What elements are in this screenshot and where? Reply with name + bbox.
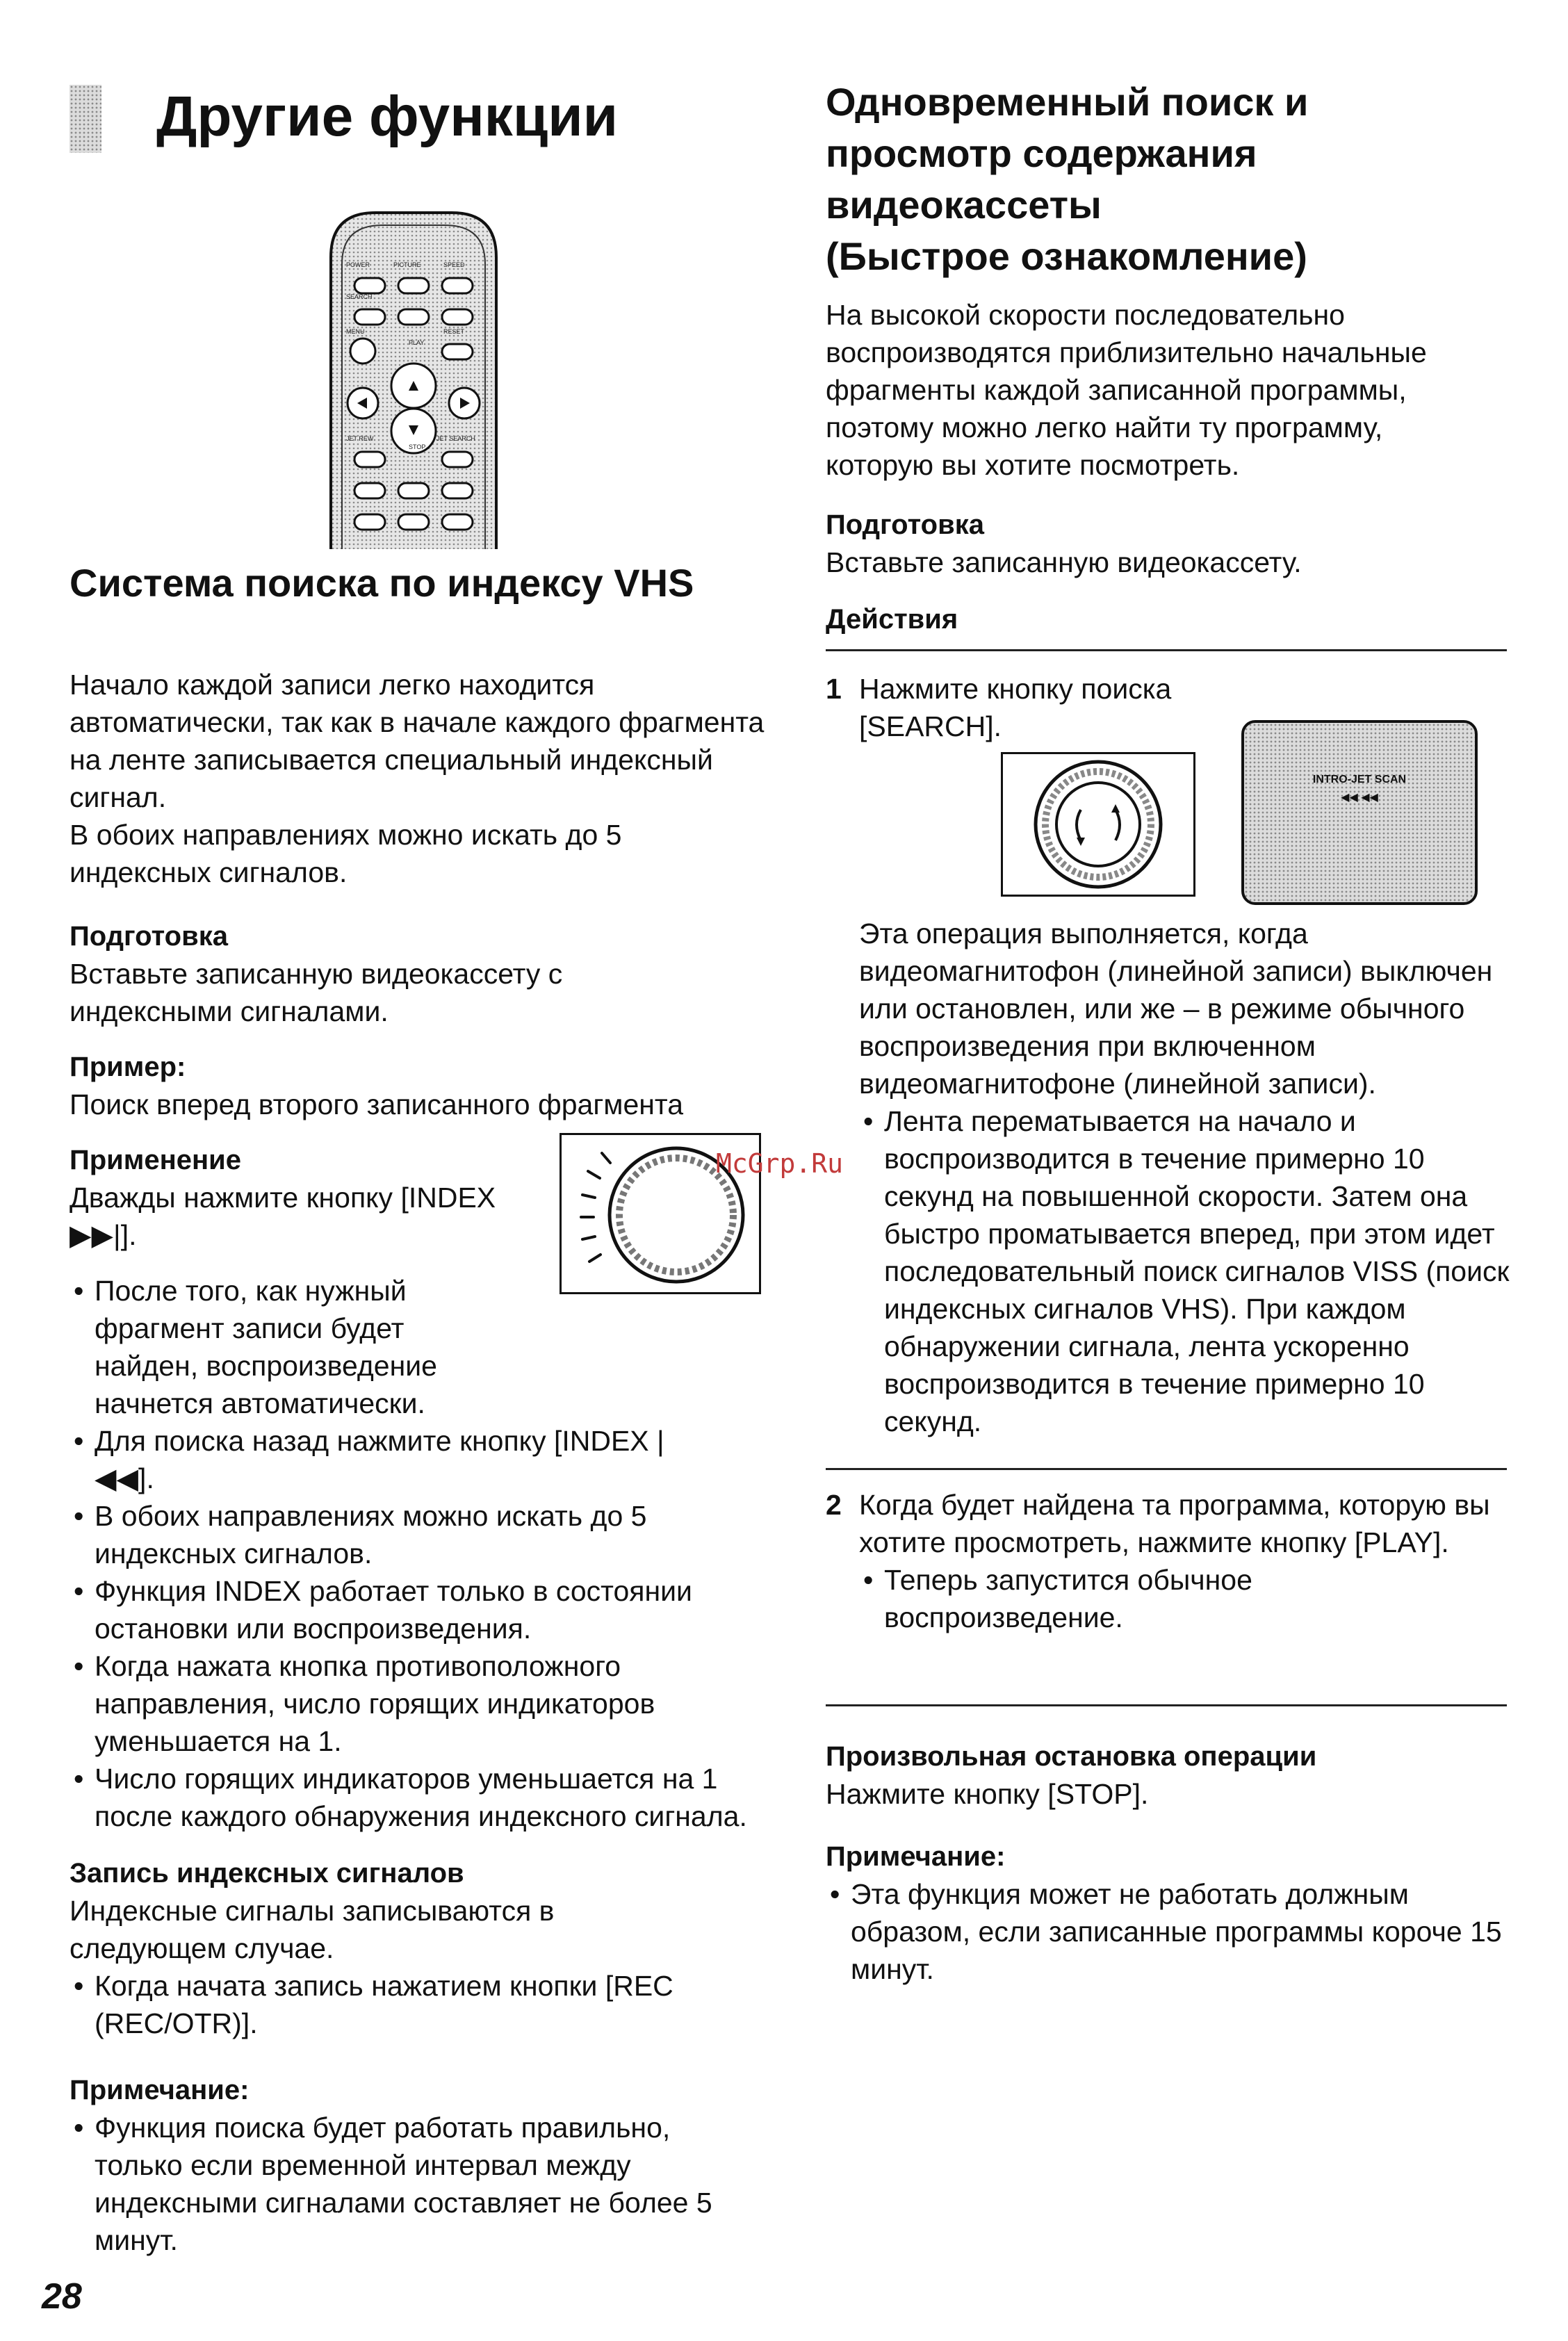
remote-label: JET SEARCH (436, 435, 475, 442)
left-prep-title: Подготовка (70, 921, 228, 952)
right-stop-text: Нажмите кнопку [STOP]. (826, 1778, 1149, 1810)
list-item: • Теперь запустится обычное воспроизведение. (859, 1561, 1329, 1636)
list-item: • Когда начата запись нажатием кнопки [REC (REC/OTR)]. (70, 1967, 765, 2042)
list-item: • Функция INDEX работает только в состоянии остановки или воспроизведения. (70, 1572, 765, 1647)
list-item: • Когда нажата кнопка противоположного направления, число горящих индикаторов уменьшается на 1. (70, 1647, 762, 1760)
right-heading-line-2: просмотр содержания (826, 131, 1257, 175)
right-note-list (826, 1875, 1521, 1988)
remote-label: POWER (346, 261, 370, 268)
remote-label: STOP (409, 443, 426, 450)
right-stop-title: Произвольная остановка операции (826, 1741, 1317, 1772)
list-item: • Лента перематывается на начало и воспроизводится в течение примерно 10 секунд на повышенной скорости. Затем она быстро проматывается вперед, при этом идет последовательный поиск сигналов VISS (поиск индексных сигналов VHS). При каждом обнаружении сигнала, лента ускоренно воспроизводится в течение примерно 10 секунд. (859, 1102, 1510, 1440)
list-item: • Число горящих индикаторов уменьшается на 1 после каждого обнаружения индексного сигнала. (70, 1760, 765, 1835)
right-heading-line-4: (Быстрое ознакомление) (826, 234, 1307, 278)
page-title: Другие функции (156, 85, 619, 148)
left-apply-title: Применение (70, 1145, 242, 1175)
left-rec-text: Индексные сигналы записываются в следующем случае. (70, 1895, 555, 1964)
right-actions-title: Действия (826, 604, 958, 635)
step-1-text: Нажмите кнопку поиска [SEARCH]. (859, 673, 1172, 742)
remote-label: SEARCH (346, 293, 373, 300)
remote-label: RESET (443, 328, 465, 335)
list-item: • Эта функция может не работать должным образом, если записанные программы короче 15 минут. (826, 1875, 1518, 1988)
left-note-list (70, 2109, 765, 2259)
step-2-number: 2 (826, 1489, 842, 1521)
right-heading-line-1: Одновременный поиск и (826, 80, 1309, 124)
list-item: • Для поиска назад нажмите кнопку [INDEX |◀◀]. (70, 1422, 720, 1497)
left-note-title: Примечание: (70, 2075, 250, 2105)
list-item: • В обоих направлениях можно искать до 5 индексных сигналов. (70, 1497, 720, 1572)
right-heading-line-3: видеокассеты (826, 183, 1102, 227)
left-intro-1: Начало каждой записи легко находится автоматически, так как в начале каждого фрагмента на ленте записывается специальный индексный сигнал. (70, 669, 765, 813)
right-prep-text: Вставьте записанную видеокассету. (826, 546, 1302, 578)
page-number: 28 (42, 2276, 82, 2317)
remote-label: PLAY (409, 339, 425, 346)
step-1-list (859, 1102, 1526, 1440)
left-example-title: Пример: (70, 1052, 186, 1082)
step-1-number: 1 (826, 673, 842, 705)
left-rec-title: Запись индексных сигналов (70, 1858, 464, 1889)
title-marker (70, 85, 101, 153)
screen-label: INTRO-JET SCAN (1312, 774, 1407, 785)
search-dial-icon (1003, 754, 1193, 895)
list-item: • После того, как нужный фрагмент записи будет найден, воспроизведение начнется автоматически. (70, 1272, 470, 1422)
step-2-list (859, 1561, 1526, 1636)
left-prep-text: Вставьте записанную видеокассету с индексными сигналами. (70, 958, 563, 1027)
step-1-description: Эта операция выполняется, когда видеомагнитофон (линейной записи) выключен или остановлен, или же – в режиме обычного воспроизведения при включенном видеомагнитофоне (линейной записи). (859, 917, 1493, 1100)
step-2-text: Когда будет найдена та программа, которую вы хотите просмотреть, нажмите кнопку [PLAY]. (859, 1489, 1490, 1558)
left-rec-list (70, 1967, 765, 2042)
left-example-text: Поиск вперед второго записанного фрагмента (70, 1088, 684, 1120)
remote-label: MENU (346, 328, 365, 335)
remote-label: SPEED (443, 261, 465, 268)
left-apply-text: Дважды нажмите кнопку [INDEX ▶▶|]. (70, 1182, 496, 1251)
remote-control-icon (327, 209, 500, 549)
left-heading: Система поиска по индексу VHS (70, 561, 694, 605)
watermark: McGrp.Ru (716, 1148, 844, 1179)
tv-screen-illustration (1241, 720, 1478, 905)
left-bullet-list (70, 1272, 765, 1835)
remote-label: PICTURE (393, 261, 421, 268)
divider (826, 1468, 1507, 1470)
right-heading (826, 76, 1528, 282)
remote-label: JET REW (346, 435, 374, 442)
right-intro: На высокой скорости последовательно воспроизводятся приблизительно начальные фрагменты каждой записанной программы, поэтому можно легко найти ту программу, которую вы хотите посмотреть. (826, 299, 1427, 481)
divider (826, 1704, 1507, 1706)
divider (826, 649, 1507, 651)
search-dial-illustration (1001, 752, 1195, 897)
screen-rewind-indicator: ◀◀ ◀◀ (1341, 792, 1378, 804)
right-note-title: Примечание: (826, 1841, 1006, 1872)
left-intro-2: В обоих направлениях можно искать до 5 индексных сигналов. (70, 819, 622, 888)
list-item: • Функция поиска будет работать правильно, только если временной интервал между индексными сигналами составляет не более 5 минут. (70, 2109, 765, 2259)
remote-illustration (327, 209, 500, 549)
right-prep-title: Подготовка (826, 509, 984, 540)
